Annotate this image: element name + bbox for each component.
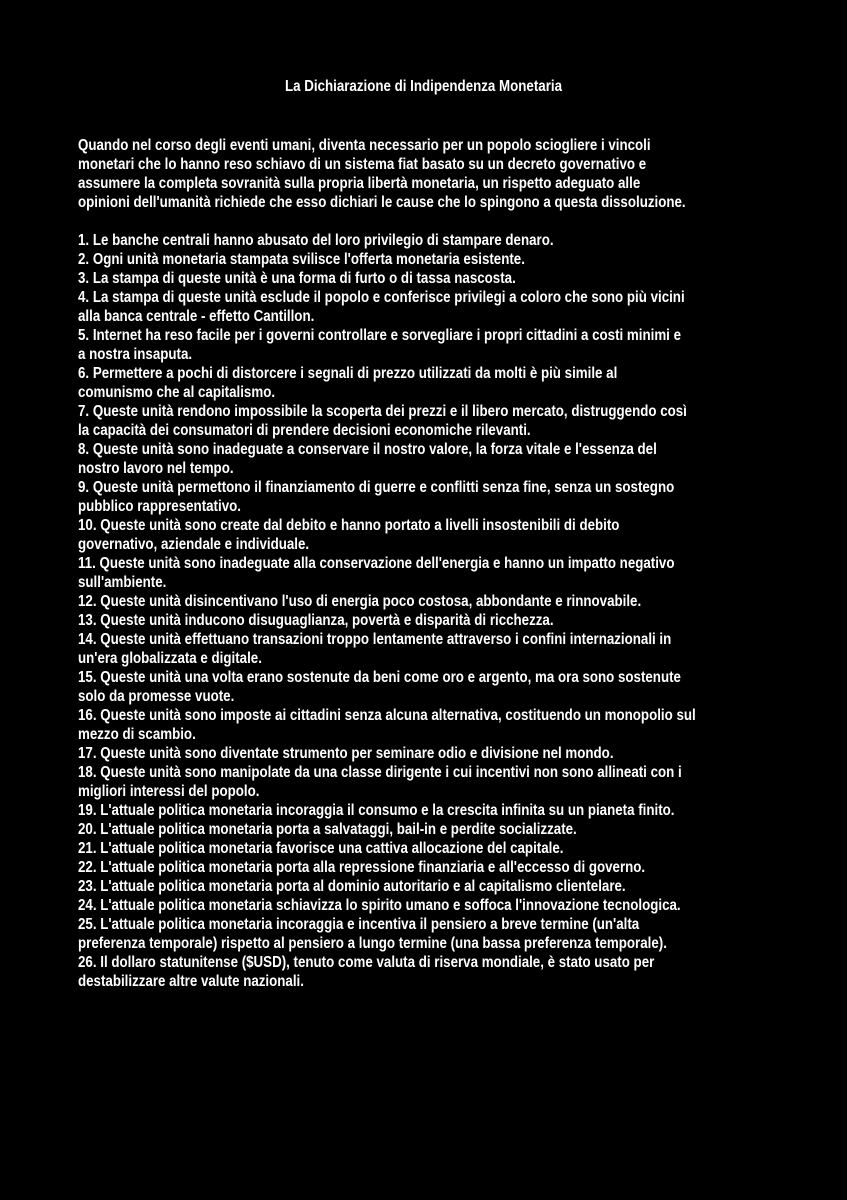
grievance-item — [78, 516, 757, 554]
grievance-line: 10. Queste unità sono create dal debito e hanno portato a livelli insostenibili di debito — [78, 517, 620, 534]
grievance-item — [78, 554, 757, 592]
grievance-item — [78, 611, 757, 630]
grievance-line: 13. Queste unità inducono disuguaglianza, povertà e disparità di ricchezza. — [78, 612, 554, 629]
intro-paragraph — [78, 136, 757, 212]
grievance-line: 7. Queste unità rendono impossibile la scoperta dei prezzi e il libero mercato, distruggendo così — [78, 403, 687, 420]
grievance-line: a nostra insaputa. — [78, 346, 193, 363]
intro-line: assumere la completa sovranità sulla propria libertà monetaria, un rispetto adeguato alle — [78, 175, 641, 192]
grievance-line: 8. Queste unità sono inadeguate a conservare il nostro valore, la forza vitale e l'essenza del — [78, 441, 657, 458]
grievance-line: 5. Internet ha reso facile per i governi controllare e sorvegliare i propri cittadini a costi minimi e — [78, 327, 681, 344]
grievance-line: 4. La stampa di queste unità esclude il popolo e conferisce privilegi a coloro che sono più vicini — [78, 289, 685, 306]
grievance-line: 18. Queste unità sono manipolate da una classe dirigente i cui incentivi non sono allineati con i — [78, 764, 682, 781]
grievance-line: 23. L'attuale politica monetaria porta al dominio autoritario e al capitalismo clientelare. — [78, 878, 626, 895]
grievance-line: preferenza temporale) rispetto al pensiero a lungo termine (una bassa preferenza temporale). — [78, 935, 667, 952]
grievance-item — [78, 820, 757, 839]
grievance-item — [78, 630, 757, 668]
grievance-item — [78, 915, 757, 953]
grievance-line: 21. L'attuale politica monetaria favorisce una cattiva allocazione del capitale. — [78, 840, 564, 857]
document-body — [78, 136, 757, 991]
grievance-line: 2. Ogni unità monetaria stampata svilisce l'offerta monetaria esistente. — [78, 251, 525, 268]
grievance-item — [78, 250, 757, 269]
grievance-item — [78, 402, 757, 440]
grievance-item — [78, 478, 757, 516]
grievance-line: 11. Queste unità sono inadeguate alla conservazione dell'energia e hanno un impatto negativo — [78, 555, 675, 572]
grievance-item — [78, 326, 757, 364]
grievance-item — [78, 877, 757, 896]
grievance-line: solo da promesse vuote. — [78, 688, 235, 705]
grievance-item — [78, 763, 757, 801]
grievance-line: 6. Permettere a pochi di distorcere i segnali di prezzo utilizzati da molti è più simile al — [78, 365, 618, 382]
grievance-list — [78, 231, 757, 991]
grievance-item — [78, 231, 757, 250]
grievance-line: governativo, aziendale e individuale. — [78, 536, 310, 553]
intro-line: opinioni dell'umanità richiede che esso dichiari le cause che lo spingono a questa dissoluzione. — [78, 194, 686, 211]
grievance-line: 25. L'attuale politica monetaria incoraggia e incentiva il pensiero a breve termine (un'alta — [78, 916, 640, 933]
grievance-item — [78, 269, 757, 288]
grievance-item — [78, 858, 757, 877]
grievance-line: nostro lavoro nel tempo. — [78, 460, 234, 477]
grievance-item — [78, 896, 757, 915]
grievance-item — [78, 706, 757, 744]
grievance-line: sull'ambiente. — [78, 574, 167, 591]
grievance-line: 12. Queste unità disincentivano l'uso di energia poco costosa, abbondante e rinnovabile. — [78, 593, 642, 610]
grievance-item — [78, 744, 757, 763]
grievance-line: destabilizzare altre valute nazionali. — [78, 973, 304, 990]
grievance-line: migliori interessi del popolo. — [78, 783, 260, 800]
grievance-line: 16. Queste unità sono imposte ai cittadini senza alcuna alternativa, costituendo un monopolio sul — [78, 707, 696, 724]
grievance-item — [78, 801, 757, 820]
grievance-line: 22. L'attuale politica monetaria porta alla repressione finanziaria e all'eccesso di governo. — [78, 859, 646, 876]
grievance-item — [78, 592, 757, 611]
intro-line: monetari che lo hanno reso schiavo di un sistema fiat basato su un decreto governativo e — [78, 156, 647, 173]
intro-line: Quando nel corso degli eventi umani, diventa necessario per un popolo sciogliere i vincoli — [78, 137, 651, 154]
grievance-line: mezzo di scambio. — [78, 726, 196, 743]
document-title: La Dichiarazione di Indipendenza Monetaria — [284, 78, 563, 95]
grievance-line: 3. La stampa di queste unità è una forma di furto o di tassa nascosta. — [78, 270, 516, 287]
grievance-line: alla banca centrale - effetto Cantillon. — [78, 308, 315, 325]
grievance-item — [78, 953, 757, 991]
grievance-line: comunismo che al capitalismo. — [78, 384, 276, 401]
grievance-line: 9. Queste unità permettono il finanziamento di guerre e conflitti senza fine, senza un sostegno — [78, 479, 675, 496]
grievance-line: 15. Queste unità una volta erano sostenute da beni come oro e argento, ma ora sono sostenute — [78, 669, 681, 686]
grievance-line: 17. Queste unità sono diventate strumento per seminare odio e divisione nel mondo. — [78, 745, 614, 762]
grievance-item — [78, 839, 757, 858]
grievance-item — [78, 668, 757, 706]
grievance-line: 14. Queste unità effettuano transazioni troppo lentamente attraverso i confini internazionali in — [78, 631, 672, 648]
grievance-line: 1. Le banche centrali hanno abusato del loro privilegio di stampare denaro. — [78, 232, 554, 249]
grievance-item — [78, 440, 757, 478]
grievance-item — [78, 364, 757, 402]
grievance-line: 24. L'attuale politica monetaria schiavizza lo spirito umano e soffoca l'innovazione tecnologica. — [78, 897, 681, 914]
grievance-item — [78, 288, 757, 326]
grievance-line: 20. L'attuale politica monetaria porta a salvataggi, bail-in e perdite socializzate. — [78, 821, 577, 838]
grievance-line: pubblico rappresentativo. — [78, 498, 241, 515]
grievance-line: un'era globalizzata e digitale. — [78, 650, 262, 667]
grievance-line: 26. Il dollaro statunitense ($USD), tenuto come valuta di riserva mondiale, è stato usato per — [78, 954, 655, 971]
grievance-line: la capacità dei consumatori di prendere decisioni economiche rilevanti. — [78, 422, 531, 439]
grievance-line: 19. L'attuale politica monetaria incoraggia il consumo e la crescita infinita su un pianeta finito. — [78, 802, 675, 819]
